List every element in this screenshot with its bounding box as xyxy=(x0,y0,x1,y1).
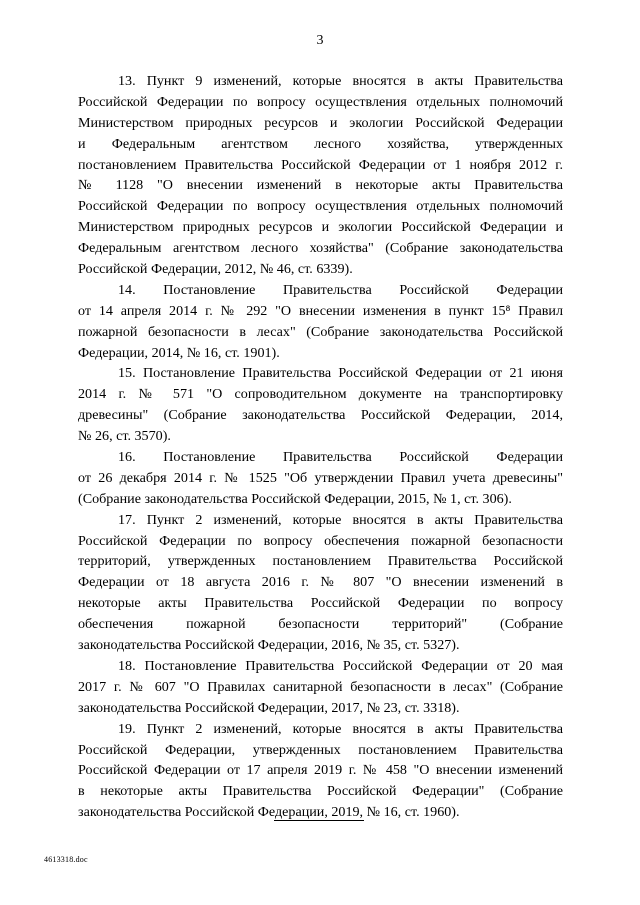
text-line: древесины" (Собрание законодательства Российской Федерации, 2014, xyxy=(78,407,563,424)
list-item-13 xyxy=(78,71,563,280)
text-line: законодательства Российской Федерации, 2016, № 35, ст. 5327). xyxy=(78,637,460,654)
text-line: от 14 апреля 2014 г. № 292 "О внесении изменения в пункт 15⁸ Правил xyxy=(78,302,563,319)
text-line: Федеральным агентством лесного хозяйства" (Собрание законодательства xyxy=(78,240,563,257)
list-item-19 xyxy=(78,719,563,823)
text-line: Российской Федерации, утвержденных постановлением Правительства xyxy=(78,741,563,758)
list-item-15 xyxy=(78,363,563,447)
list-item-18 xyxy=(78,656,563,719)
text-line: № 26, ст. 3570). xyxy=(78,428,171,445)
text-line: от 26 декабря 2014 г. № 1525 "Об утверждении Правил учета древесины" xyxy=(78,469,563,486)
text-line: (Собрание законодательства Российской Федерации, 2015, № 1, ст. 306). xyxy=(78,490,512,507)
text-line: Российской Федерации по вопросу обеспечения пожарной безопасности xyxy=(78,532,563,549)
text-line: Российской Федерации от 17 апреля 2019 г. № 458 "О внесении изменений xyxy=(78,762,563,779)
document-reference: 4613318.doc xyxy=(44,855,88,864)
text-line: 16. Постановление Правительства Российской Федерации xyxy=(118,449,563,466)
text-line: Российской Федерации по вопросу осуществления отдельных полномочий xyxy=(78,198,563,215)
text-line: 18. Постановление Правительства Российской Федерации от 20 мая xyxy=(118,657,563,674)
text-line: Российской Федерации, 2012, № 46, ст. 6339). xyxy=(78,261,353,278)
list-item-17 xyxy=(78,510,563,656)
text-line: 17. Пункт 2 изменений, которые вносятся в акты Правительства xyxy=(118,511,563,528)
text-line: 19. Пункт 2 изменений, которые вносятся в акты Правительства xyxy=(118,720,563,737)
text-line: Министерством природных ресурсов и экологии Российской Федерации и xyxy=(78,219,563,236)
text-line: 2014 г. № 571 "О сопроводительном документе на транспортировку xyxy=(78,386,563,403)
text-line: и Федеральным агентством лесного хозяйства, утвержденных xyxy=(78,135,563,152)
text-line: в некоторые акты Правительства Российской Федерации" (Собрание xyxy=(78,783,563,800)
text-line: обеспечения пожарной безопасности территорий" (Собрание xyxy=(78,616,563,633)
text-line: территорий, утвержденных постановлением Правительства Российской xyxy=(78,553,563,570)
text-line: 14. Постановление Правительства Российской Федерации xyxy=(118,281,563,298)
list-item-14 xyxy=(78,280,563,364)
document-body xyxy=(78,71,563,823)
text-line: законодательства Российской Федерации, 2017, № 23, ст. 3318). xyxy=(78,699,460,716)
list-item-16 xyxy=(78,447,563,510)
text-line: пожарной безопасности в лесах" (Собрание законодательства Российской xyxy=(78,323,563,340)
end-rule xyxy=(274,820,364,821)
text-line: Российской Федерации по вопросу осуществления отдельных полномочий xyxy=(78,93,563,110)
text-line: законодательства Российской Федерации, 2019, № 16, ст. 1960). xyxy=(78,804,460,821)
page-number: 3 xyxy=(316,33,324,48)
text-line: Федерации от 18 августа 2016 г. № 807 "О внесении изменений в xyxy=(78,574,563,591)
text-line: Министерством природных ресурсов и экологии Российской Федерации xyxy=(78,114,563,131)
text-line: некоторые акты Правительства Российской Федерации по вопросу xyxy=(78,595,563,612)
text-line: Федерации, 2014, № 16, ст. 1901). xyxy=(78,344,280,361)
text-line: постановлением Правительства Российской Федерации от 1 ноября 2012 г. xyxy=(78,156,563,173)
text-line: 2017 г. № 607 "О Правилах санитарной безопасности в лесах" (Собрание xyxy=(78,678,563,695)
text-line: № 1128 "О внесении изменений в некоторые акты Правительства xyxy=(78,177,563,194)
text-line: 15. Постановление Правительства Российской Федерации от 21 июня xyxy=(118,365,563,382)
text-line: 13. Пункт 9 изменений, которые вносятся в акты Правительства xyxy=(118,73,563,89)
